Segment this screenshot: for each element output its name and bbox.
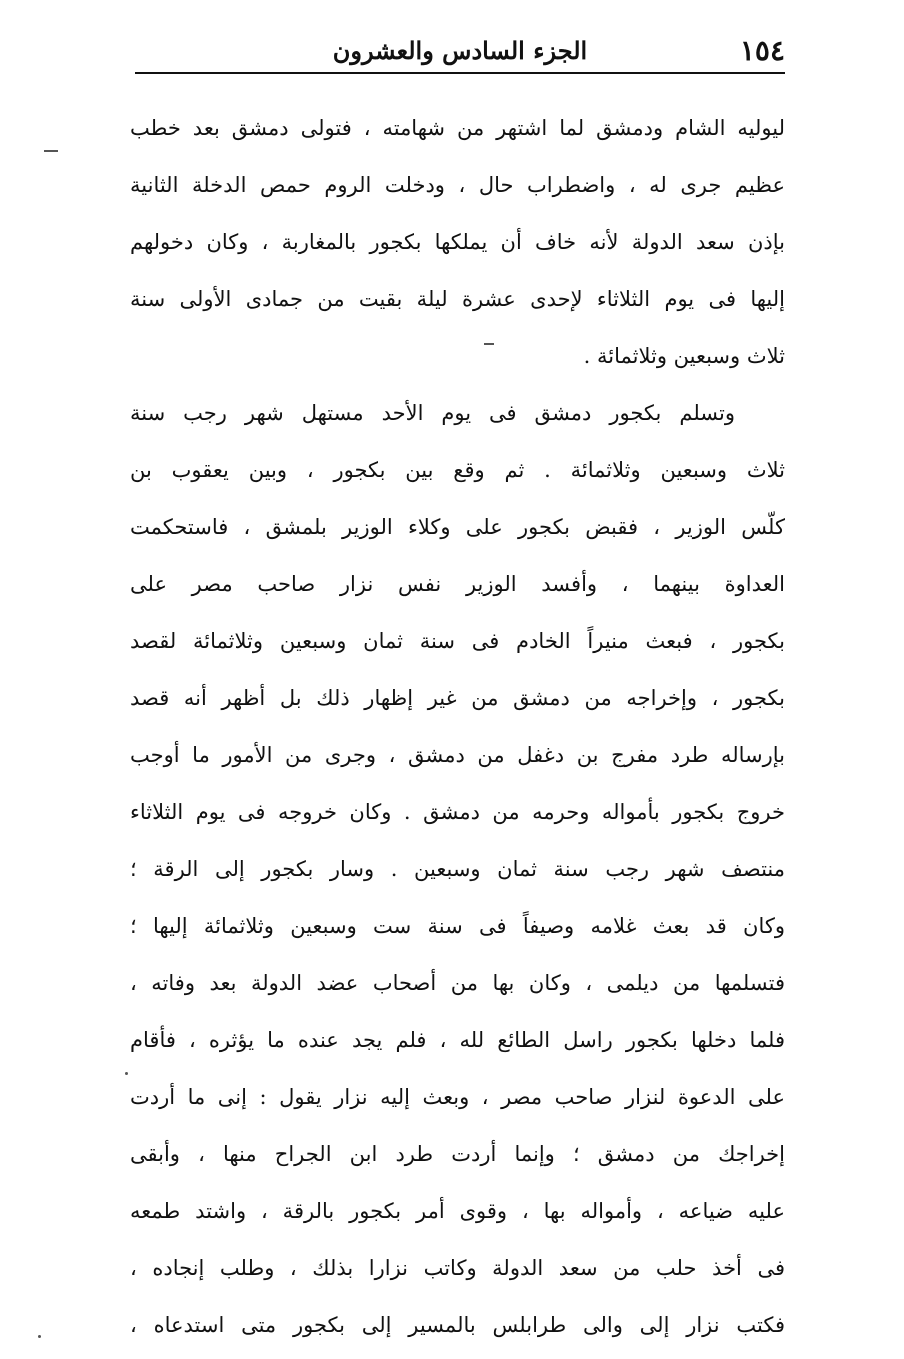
text-line: العداوة بينهما ، وأفسد الوزير نفس نزار صاحب مصر على — [130, 572, 785, 596]
text-line: ثلاث وسبعين وثلاثمائة . ثم وقع بين بكجور ، وبين يعقوب بن — [130, 458, 785, 482]
text-line: عظيم جرى له ، واضطراب حال ، ودخلت الروم حمص الدخلة الثانية — [130, 173, 785, 197]
text-line: فى أخذ حلب من سعد الدولة وكاتب نزارا بذلك ، وطلب إنجاده ، — [130, 1256, 785, 1280]
page-number: ١٥٤ — [739, 34, 785, 67]
text-line: ليوليه الشام ودمشق لما اشتهر من شهامته ، فتولى دمشق بعد خطب — [130, 116, 785, 140]
scan-speck — [44, 150, 58, 152]
text-line: فلما دخلها بكجور راسل الطائع لله ، فلم يجد عنده ما يؤثره ، فأقام — [130, 1028, 785, 1052]
text-line: بكجور ، فبعث منيراً الخادم فى سنة ثمان وسبعين وثلاثمائة لقصد — [130, 629, 785, 653]
text-line: بإذن سعد الدولة لأنه خاف أن يملكها بكجور بالمغاربة ، وكان دخولهم — [130, 230, 785, 254]
text-line: فتسلمها من ديلمى ، وكان بها من أصحاب عضد الدولة بعد وفاته ، — [130, 971, 785, 995]
text-line: كلّس الوزير ، فقبض بكجور على وكلاء الوزير بلمشق ، فاستحكمت — [130, 515, 785, 539]
text-line: فكتب نزار إلى والى طرابلس بالمسير إلى بكجور متى استدعاه ، — [130, 1313, 785, 1337]
scan-dot — [125, 1072, 128, 1075]
running-title: الجزء السادس والعشرون — [332, 36, 588, 65]
text-line: بإرساله طرد مفرج بن دغفل من دمشق ، وجرى من الأمور ما أوجب — [130, 743, 785, 767]
header-rule — [135, 72, 785, 74]
text-line: منتصف شهر رجب سنة ثمان وسبعين . وسار بكجور إلى الرقة ؛ — [130, 857, 785, 881]
text-line: عليه ضياعه ، وأمواله بها ، وقوى أمر بكجور بالرقة ، واشتد طمعه — [130, 1199, 785, 1223]
text-line: إليها فى يوم الثلاثاء لإحدى عشرة ليلة بقيت من جمادى الأولى سنة — [130, 287, 785, 311]
text-line: خروج بكجور بأمواله وحرمه من دمشق . وكان خروجه فى يوم الثلاثاء — [130, 800, 785, 824]
text-line: وكان قد بعث غلامه وصيفاً فى سنة ست وسبعين وثلاثمائة إليها ؛ — [130, 914, 785, 938]
text-line: بكجور ، وإخراجه من دمشق من غير إظهار ذلك بل أظهر أنه قصد — [130, 686, 785, 710]
text-line: ثلاث وسبعين وثلاثمائة . — [583, 344, 785, 368]
scan-dot — [38, 1335, 41, 1338]
text-line: وتسلم بكجور دمشق فى يوم الأحد مستهل شهر رجب سنة — [130, 401, 735, 425]
text-line: إخراجك من دمشق ؛ وإنما أردت طرد ابن الجراح منها ، وأبقى — [130, 1142, 785, 1166]
scan-speck — [484, 343, 494, 345]
text-line: على الدعوة لنزار صاحب مصر ، وبعث إليه نزار يقول : إنى ما أردت — [130, 1085, 785, 1109]
body-text — [130, 100, 785, 1354]
page-header — [135, 28, 785, 74]
